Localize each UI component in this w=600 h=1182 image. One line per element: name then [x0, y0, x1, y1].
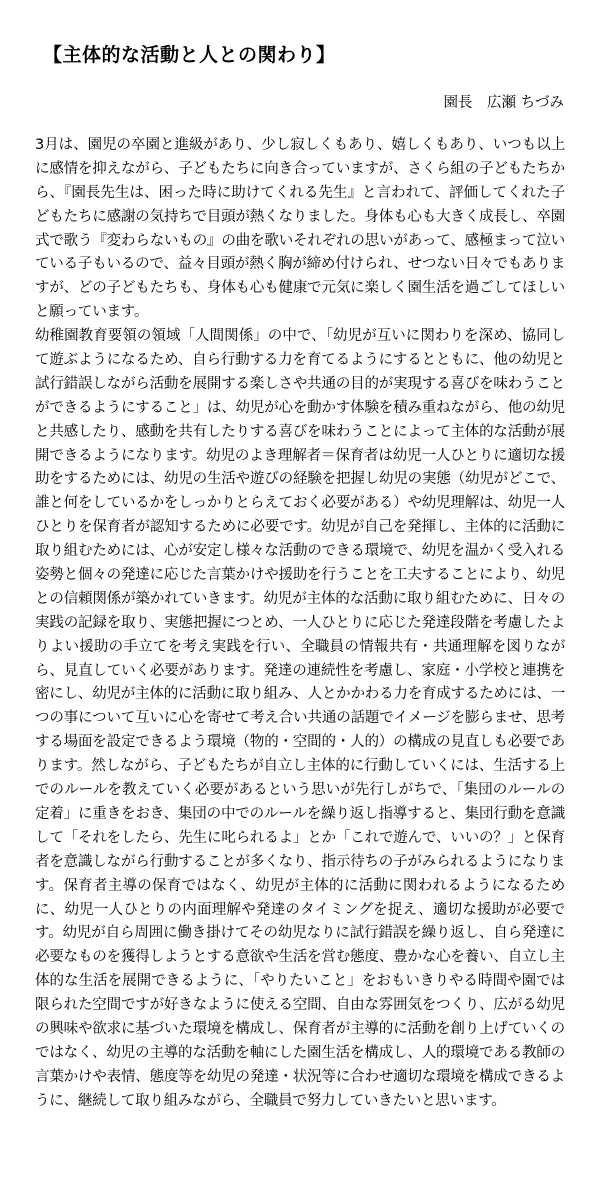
paragraph-line: 幼稚園教育要領の領域「人間関係」の中で、「幼児が互いに関わりを深め、協同し	[35, 328, 565, 345]
paragraph-line: 必要なものを獲得しようとする意欲や生活を営む態度、豊かな心を養い、自立し主	[35, 949, 565, 966]
page-title: 【主体的な活動と人との関わり】	[43, 44, 336, 66]
paragraph-line: の興味や欲求に基づいた環境を構成し、保育者が主導的に活動を創り上げていくの	[35, 1020, 565, 1037]
paragraph-line: うに、継続して取り組みながら、全職員で努力していきたいと思います。	[35, 1092, 506, 1109]
paragraph-line: す。保育者主導の保育ではなく、幼児が主体的に活動に関われるようになるため	[35, 877, 565, 894]
paragraph-line: ができるようにすること」は、幼児が心を動かす体験を積み重ねながら、他の幼児	[35, 399, 565, 416]
paragraph-line: つの事について互いに心を寄せて考え合い共通の話題でイメージを膨らませ、思考	[35, 710, 565, 727]
body-text	[35, 134, 565, 1114]
paragraph-line: ら、見直していく必要があります。発達の連続性を考慮し、家庭・小学校と連携を	[35, 662, 565, 679]
paragraph-line: 助をするためには、幼児の生活や遊びの経験を把握し幼児の実態（幼児がどこで、	[35, 471, 565, 488]
paragraph-line: 密にし、幼児が主体的に活動に取り組み、人とかかわる力を育成するためには、一	[35, 686, 565, 703]
paragraph-line: ひとりを保育者が認知するために必要です。幼児が自己を発揮し、主体的に活動に	[35, 519, 565, 536]
paragraph-line: する場面を設定できるよう環境（物的・空間的・人的）の構成の見直しも必要であ	[35, 734, 565, 751]
paragraph-line: 誰と何をしているかをしっかりとらえておく必要がある）や幼児理解は、幼児一人	[35, 495, 565, 512]
paragraph-line: すが、どの子どもたちも、身体も心も健康で元気に楽しく園生活を過ごしてほしい	[35, 280, 565, 297]
paragraph-line: す。幼児が自ら周囲に働き掛けてその幼児なりに試行錯誤を繰り返し、自ら発達に	[35, 925, 565, 942]
paragraph-line: 者を意識しながら行動することが多くなり、指示待ちの子がみられるようになりま	[35, 853, 565, 870]
paragraph-line: 姿勢と個々の発達に応じた言葉かけや援助を行うことを工夫することにより、幼児	[35, 567, 565, 584]
paragraph-line: 開できるようになります。幼児のよき理解者＝保育者は幼児一人ひとりに適切な援	[35, 447, 565, 464]
paragraph-line: と願っています。	[35, 304, 149, 321]
paragraph-line: 体的な生活を展開できるように、「やりたいこと」をおもいきりやる時間や園では	[35, 973, 565, 990]
paragraph-line: に感情を抑えながら、子どもたちに向き合っていますが、さくら組の子どもたちか	[35, 160, 565, 177]
paragraph-line: と共感したり、感動を共有したりする喜びを味わうことによって主体的な活動が展	[35, 423, 565, 440]
paragraph-line: に、幼児一人ひとりの内面理解や発達のタイミングを捉え、適切な援助が必要で	[35, 901, 565, 918]
paragraph-line: ている子もいるので、益々目頭が熱く胸が締め付けられ、せつない日々でもありま	[35, 256, 565, 273]
paragraph-line: ります。然しながら、子どもたちが自立し主体的に行動していくには、生活する上	[35, 758, 565, 775]
paragraph-line: 言葉かけや表情、態度等を幼児の発達・状況等に合わせ適切な環境を構成できるよ	[35, 1068, 565, 1085]
paragraph-line: て遊ぶようになるため、自ら行動する力を育てるようにするとともに、他の幼児と	[35, 352, 565, 369]
paragraph-line: どもたちに感謝の気持ちで目頭が熱くなりました。身体も心も大きく成長し、卒園	[35, 208, 565, 225]
paragraph-line: との信頼関係が築かれていきます。幼児が主体的な活動に取り組むために、日々の	[35, 590, 565, 607]
paragraph	[35, 134, 565, 325]
author-line: 園長 広瀬 ちづみ	[443, 95, 564, 111]
paragraph-line: 式で歌う『変わらないもの』の曲を歌いそれぞれの思いがあって、感極まって泣い	[35, 232, 565, 249]
paragraph-line: 3月は、園児の卒園と進級があり、少し寂しくもあり、嬉しくもあり、いつも以上	[35, 137, 565, 153]
paragraph-line: ではなく、幼児の主導的な活動を軸にした園生活を構成し、人的環境である教師の	[35, 1044, 565, 1061]
paragraph-line: 試行錯誤しながら活動を展開する楽しさや共通の目的が実現する喜びを味わうこと	[35, 375, 565, 392]
paragraph-line: ら、『園長先生は、困った時に助けてくれる先生』と言われて、評価してくれた子	[35, 184, 565, 201]
paragraph-line: 限られた空間ですが好きなように使える空間、自由な雰囲気をつくり、広がる幼児	[35, 997, 565, 1014]
paragraph	[35, 325, 565, 1113]
paragraph-line: 取り組むためには、心が安定し様々な活動のできる環境で、幼児を温かく受入れる	[35, 543, 565, 560]
paragraph-line: でのルールを教えていく必要があるという思いが先行しがちで、「集団のルールの	[35, 782, 565, 799]
paragraph-line: 実践の記録を取り、実態把握につとめ、一人ひとりに応じた発達段階を考慮したよ	[35, 614, 565, 631]
paragraph-line: 定着」に重きをおき、集団の中でのルールを繰り返し指導すると、集団行動を意識	[35, 805, 565, 822]
paragraph-line: りよい援助の手立てを考え実践を行い、全職員の情報共有・共通理解を図りなが	[35, 638, 565, 655]
paragraph-line: して「それをしたら、先生に叱られるよ」とか「これで遊んで、いいの？」と保育	[35, 829, 565, 846]
